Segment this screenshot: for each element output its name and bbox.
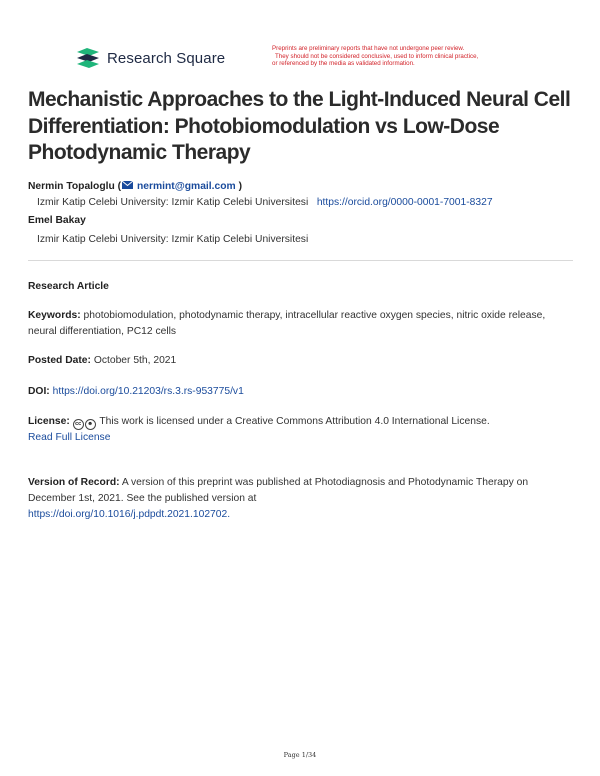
affiliation: Izmir Katip Celebi University: Izmir Katip Celebi Universitesi: [37, 234, 309, 245]
posted-date-value: October 5th, 2021: [93, 355, 177, 366]
doi-label: DOI:: [28, 386, 50, 397]
orcid-link[interactable]: https://orcid.org/0000-0001-7001-8327: [316, 197, 493, 208]
cc-icon: cc: [73, 419, 84, 430]
author-2-affiliation-line: [37, 234, 308, 245]
email-open-paren: (: [117, 181, 122, 192]
doi-link[interactable]: https://doi.org/10.21203/rs.3.rs-953775/v1: [52, 386, 244, 397]
keywords: [28, 308, 573, 340]
version-of-record-label: Version of Record:: [28, 477, 120, 488]
doi: [28, 384, 573, 400]
version-of-record-text: A version of this preprint was published at Photodiagnosis and Photodynamic Therapy on December 1st, 2021. See the published version at: [28, 477, 529, 504]
envelope-icon: [122, 181, 133, 189]
section-divider: [28, 260, 573, 261]
page-number: Page 1/34: [283, 751, 317, 759]
author-name: Nermin Topaloglu: [28, 181, 115, 192]
article-type: [28, 279, 573, 295]
affiliation: Izmir Katip Celebi University: Izmir Katip Celebi Universitesi: [37, 197, 309, 208]
posted-date: [28, 353, 573, 369]
author-1-affiliation-line: [37, 197, 493, 208]
version-of-record: [28, 475, 573, 523]
email-close-paren: ): [238, 181, 242, 192]
notice-line: or referenced by the media as validated information.: [272, 60, 415, 68]
notice-line: Preprints are preliminary reports that have not undergone peer review.: [272, 45, 465, 52]
paper-title: Mechanistic Approaches to the Light-Induced Neural Cell Differentiation: Photobiomodulation vs Low-Dose Photodynamic Therapy: [28, 88, 571, 164]
logo-text: Research Square: [107, 49, 226, 67]
license: [28, 414, 573, 446]
research-square-logo[interactable]: [75, 48, 225, 68]
license-text: This work is licensed under a Creative Commons Attribution 4.0 International License.: [99, 416, 490, 427]
notice-line: They should not be considered conclusive, used to inform clinical practice,: [275, 52, 479, 60]
keywords-label: Keywords:: [28, 310, 81, 321]
version-of-record-link[interactable]: https://doi.org/10.1016/j.pdpdt.2021.102702.: [28, 509, 231, 520]
keywords-text: photobiomodulation, photodynamic therapy, intracellular reactive oxygen species, nitric oxide release, neural differentiation, PC12 cells: [28, 310, 546, 337]
author-name: Emel Bakay: [28, 215, 86, 226]
cc-by-icon: ☻: [85, 419, 96, 430]
author-email-link[interactable]: nermint@gmail.com: [136, 181, 236, 192]
license-label: License:: [28, 416, 70, 427]
article-type-label: Research Article: [28, 281, 109, 292]
author-2: [28, 215, 86, 226]
read-full-license-link[interactable]: Read Full License: [28, 432, 111, 443]
author-1: [28, 181, 242, 192]
research-square-logo-icon: [75, 48, 101, 68]
posted-date-label: Posted Date:: [28, 355, 91, 366]
preprint-notice: [272, 45, 522, 68]
